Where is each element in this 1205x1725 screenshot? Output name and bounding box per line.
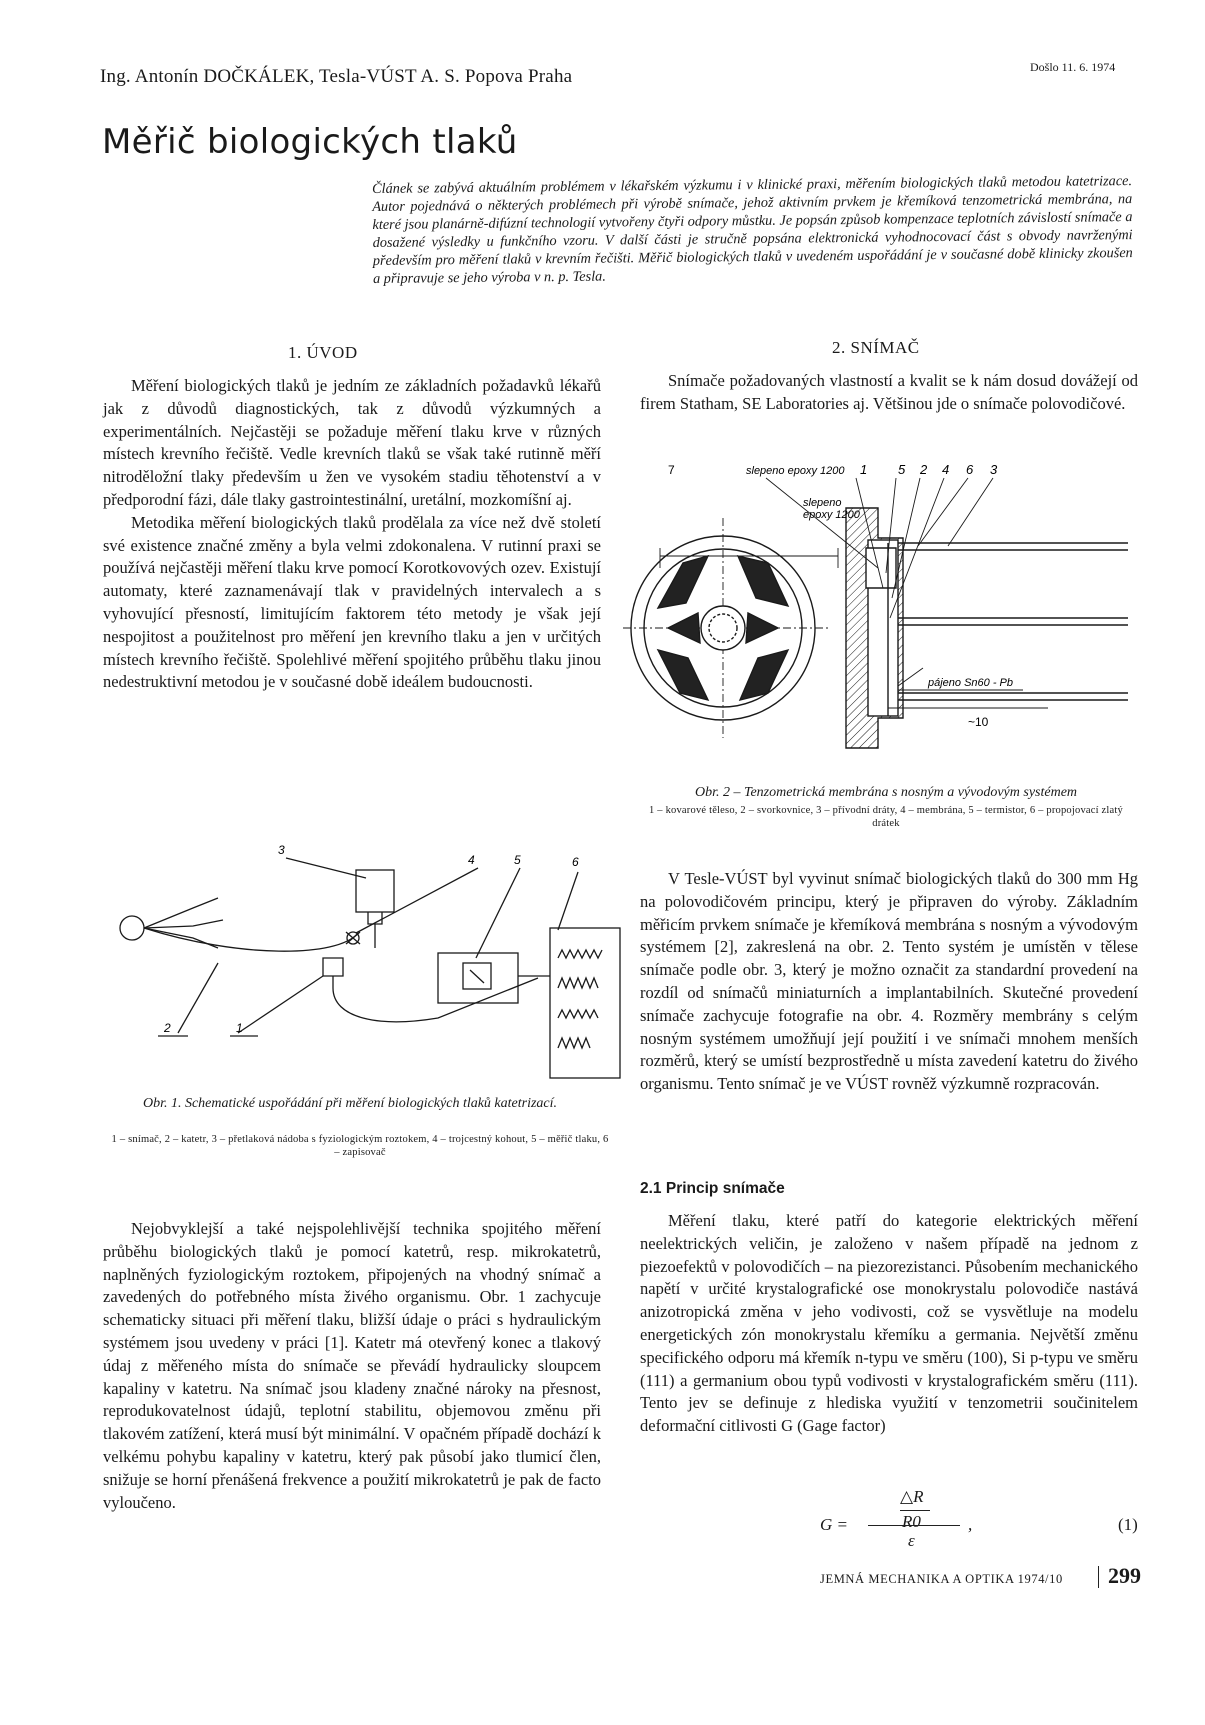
left-column-top [103, 375, 601, 694]
paragraph-sensor-2: V Tesle-VÚST byl vyvinut snímač biologických tlaků do 300 mm Hg na polovodičovém principu, který je připraven do výroby. Základním měřicím prvkem snímače je křemíková membrána s nosným a vývodovým systémem [2], zakreslená na obr. 2. Tento systém je umístěn v tělese snímače podle obr. 3, který je možno označit za standardní provedení na rozdíl od snímačů miniaturních a implantabilních. Skutečné provedení snímače zachycuje fotografie na obr. 4. Rozměry membrány s celým nosným systémem umožňují její použití i ve snímači mnohem menších rozměrů, který se umístí bezprostředně u místa zavedení katetru do živého organismu. Tento snímač je ve VÚST rovněž výzkumně rozpracován. [640, 869, 1138, 1094]
fig1-organism [120, 916, 144, 940]
left-column-bottom [103, 1218, 601, 1514]
paragraph-catheter: Nejobvyklejší a také nejspolehlivější technika spojitého měření průběhu biologických tlaků je pomocí katetrů, resp. mikrokatetrů, naplněných fyziologickým roztokem, připojených na vhodný snímač a zavedených do potřebného místa živého organismu. Obr. 1 zachycuje schematicky situaci při měření tlaku, bližší údaje o práci s hydraulickým systémem jsou uvedeny v práci [1]. Katetr má otevřený konec a tlakový údaj z měřeného místa do snímače se převádí hydraulicky sloupcem kapaliny v katetru. Na snímač jsou kladeny značné nároky na přesnost, reprodukovatelnost údajů, teplotní stabilitu, objemovou změnu při tlakovém zatížení, která musí být minimální. V opačném případě dochází k velkému pohybu kapaliny v katetru, který pak působí jako tlumicí člen, snižuje se horní přenášená frekvence a použití mikrokatetrů je pak de facto vyloučeno. [103, 1219, 601, 1512]
fig1-label-4: 4 [468, 853, 475, 867]
eq-comma: , [968, 1515, 973, 1534]
paragraph-intro-2: Metodika měření biologických tlaků prodělala za více než dvě století své existence značné změny a byla velmi zdokonalena. V rutinní praxi se používá nejčastěji měření tlaku krve pomocí Korotkovových ozev. Existují automaty, které zaznamenávají tlak v pravidelných intervalech a s vyhovující přesností, limitujícím faktorem této metody je však její nespojitost a použitelnost pro měření jen krevního tlaku a jen v určitých místech krevního řečiště. Spolehlivé měření spojitého průběhu tlaku jinou nedestruktivní metodou je v současné době ideálem budoucnosti. [103, 512, 601, 692]
subsection-2-1-heading: 2.1 Princip snímače [640, 1180, 785, 1197]
page-number: 299 [1108, 1563, 1141, 1588]
article-title: Měřič biologických tlaků [102, 122, 518, 162]
eq-main-bar [868, 1525, 960, 1526]
right-column-mid [640, 868, 1138, 1096]
fig1-label-6: 6 [572, 855, 579, 869]
fig2-label-mid2: epoxy 1200 [803, 509, 860, 521]
fig1-sensor [323, 958, 343, 976]
fig2-num-6: 6 [966, 462, 974, 477]
fig1-label-1: 1 [236, 1021, 243, 1035]
fig2-caption: Obr. 2 – Tenzometrická membrána s nosným a vývodovým systémem [694, 785, 1078, 800]
eq-number: (1) [1118, 1515, 1138, 1534]
eq-numerator: △R [900, 1487, 924, 1506]
received-date: Došlo 11. 6. 1974 [1030, 60, 1116, 74]
fig2-num-2: 2 [920, 462, 928, 477]
article-author: Ing. Antonín DOČKÁLEK, Tesla-VÚST A. S. Popova Praha [100, 66, 573, 87]
section-2-heading: 2. SNÍMAČ [832, 338, 920, 357]
fig2-num-4: 4 [942, 462, 950, 477]
fig2-num-3: 3 [990, 462, 998, 477]
paragraph-principle: Měření tlaku, které patří do kategorie elektrických měření neelektrických veličin, je založeno v našem případě na jednom z piezoefektů v polovodičích – na piezorezistanci. Působením mechanického napětí v určité krystalografické ose monokrystalu polovodiče nastává anizotropická změna v jeho vodivosti, což se vysvětluje na modelu energetických zón monokrystalu křemíku a germania. Největší změnu specifického odporu má křemík n-typu ve směru (100), Si p-typu ve směru (111) a germanium obou typů vodivosti v krystalografickém směru (111). Tento jev se definuje z hlediska využití v tenzometrii součinitelem deformační citlivosti G (Gage factor) [640, 1211, 1138, 1436]
fig1-legend: 1 – snímač, 2 – katetr, 3 – přetlaková nádoba s fyziologickým roztokem, 4 – trojcestný kohout, 5 – měřič tlaku, 6 – zapisovač [111, 1134, 609, 1158]
fig2-label-solder: pájeno Sn60 - Pb [928, 677, 1014, 689]
fig2-num-1: 1 [860, 462, 868, 477]
fig1-label-5: 5 [514, 853, 521, 867]
abstract: Článek se zabývá aktuálním problémem v lékařském výzkumu i v klinické praxi, měřením biologických tlaků metodou katetrizace. Autor pojednává o některých problémech při výrobě snímače, jehož aktivním prvkem je křemíková tenzometrická membrána, na které jsou planárně-difúzní technologií vytvořeny čtyři odpory můstku. Je popsán způsob kompenzace teplotních závislostí snímače a dosažené výsledky u funkčního vzoru. V další části je stručně popsána elektronická vyhodnocovací část s obvody navrženými především pro měření tlaků v krevním řečišti. Měřič biologických tlaků v uvedeném uspořádání je v současné době klinicky zkoušen a připravuje se jeho výroba v n. p. Tesla. [372, 173, 1133, 287]
fig1-recorder [550, 928, 620, 1078]
section-1-heading: 1. ÚVOD [288, 343, 358, 362]
fig2-dim-10: ~10 [968, 715, 989, 729]
paragraph-intro-1: Měření biologických tlaků je jedním ze základních požadavků lékařů jak z důvodů diagnostických, tak z důvodů výzkumných a experimentálních. Nejčastěji se požaduje měření tlaku krve v různých místech krevního řečiště. Vedle krevních tlaků se však také rutinně měří nitroděložní tlaky především u žen ve vysokém stadiu těhotenství a v předporodní fázi, dále tlaky gastrointestinální, uretální, mozkomíšní aj. [103, 376, 601, 509]
fig2-label-mid1: slepeno [803, 497, 842, 509]
eq-r0: R0 [902, 1512, 921, 1531]
right-column-bottom [640, 1210, 1138, 1438]
right-column-top [640, 370, 1138, 416]
paragraph-sensor-1: Snímače požadovaných vlastností a kvalit se k nám dosud dovážejí od firem Statham, SE Laboratories aj. Většinou jde o snímače polovodičové. [640, 371, 1138, 413]
footer-journal: JEMNÁ MECHANIKA A OPTIKA 1974/10 [820, 1572, 1063, 1586]
fig2-label-top: slepeno epoxy 1200 [746, 465, 845, 477]
eq-epsilon: ε [908, 1531, 915, 1550]
fig1-caption: Obr. 1. Schematické uspořádání při měření biologických tlaků katetrizací. [142, 1096, 558, 1111]
fig2-legend: 1 – kovarové těleso, 2 – svorkovnice, 3 – přívodní dráty, 4 – membrána, 5 – termistor, 6 – propojovací zlatý drátek [649, 805, 1123, 829]
fig1-drawing [118, 843, 618, 1088]
fig1-label-3: 3 [278, 843, 285, 857]
fig2-num-5: 5 [898, 462, 906, 477]
fig2-dim-7: 7 [668, 463, 675, 477]
equation-1 [820, 1485, 1140, 1560]
fig2-drawing [628, 462, 1138, 778]
fig1-label-2: 2 [164, 1021, 171, 1035]
eq-inner-bar [900, 1510, 930, 1511]
eq-lhs: G = [820, 1515, 848, 1534]
footer-separator [1098, 1566, 1099, 1588]
